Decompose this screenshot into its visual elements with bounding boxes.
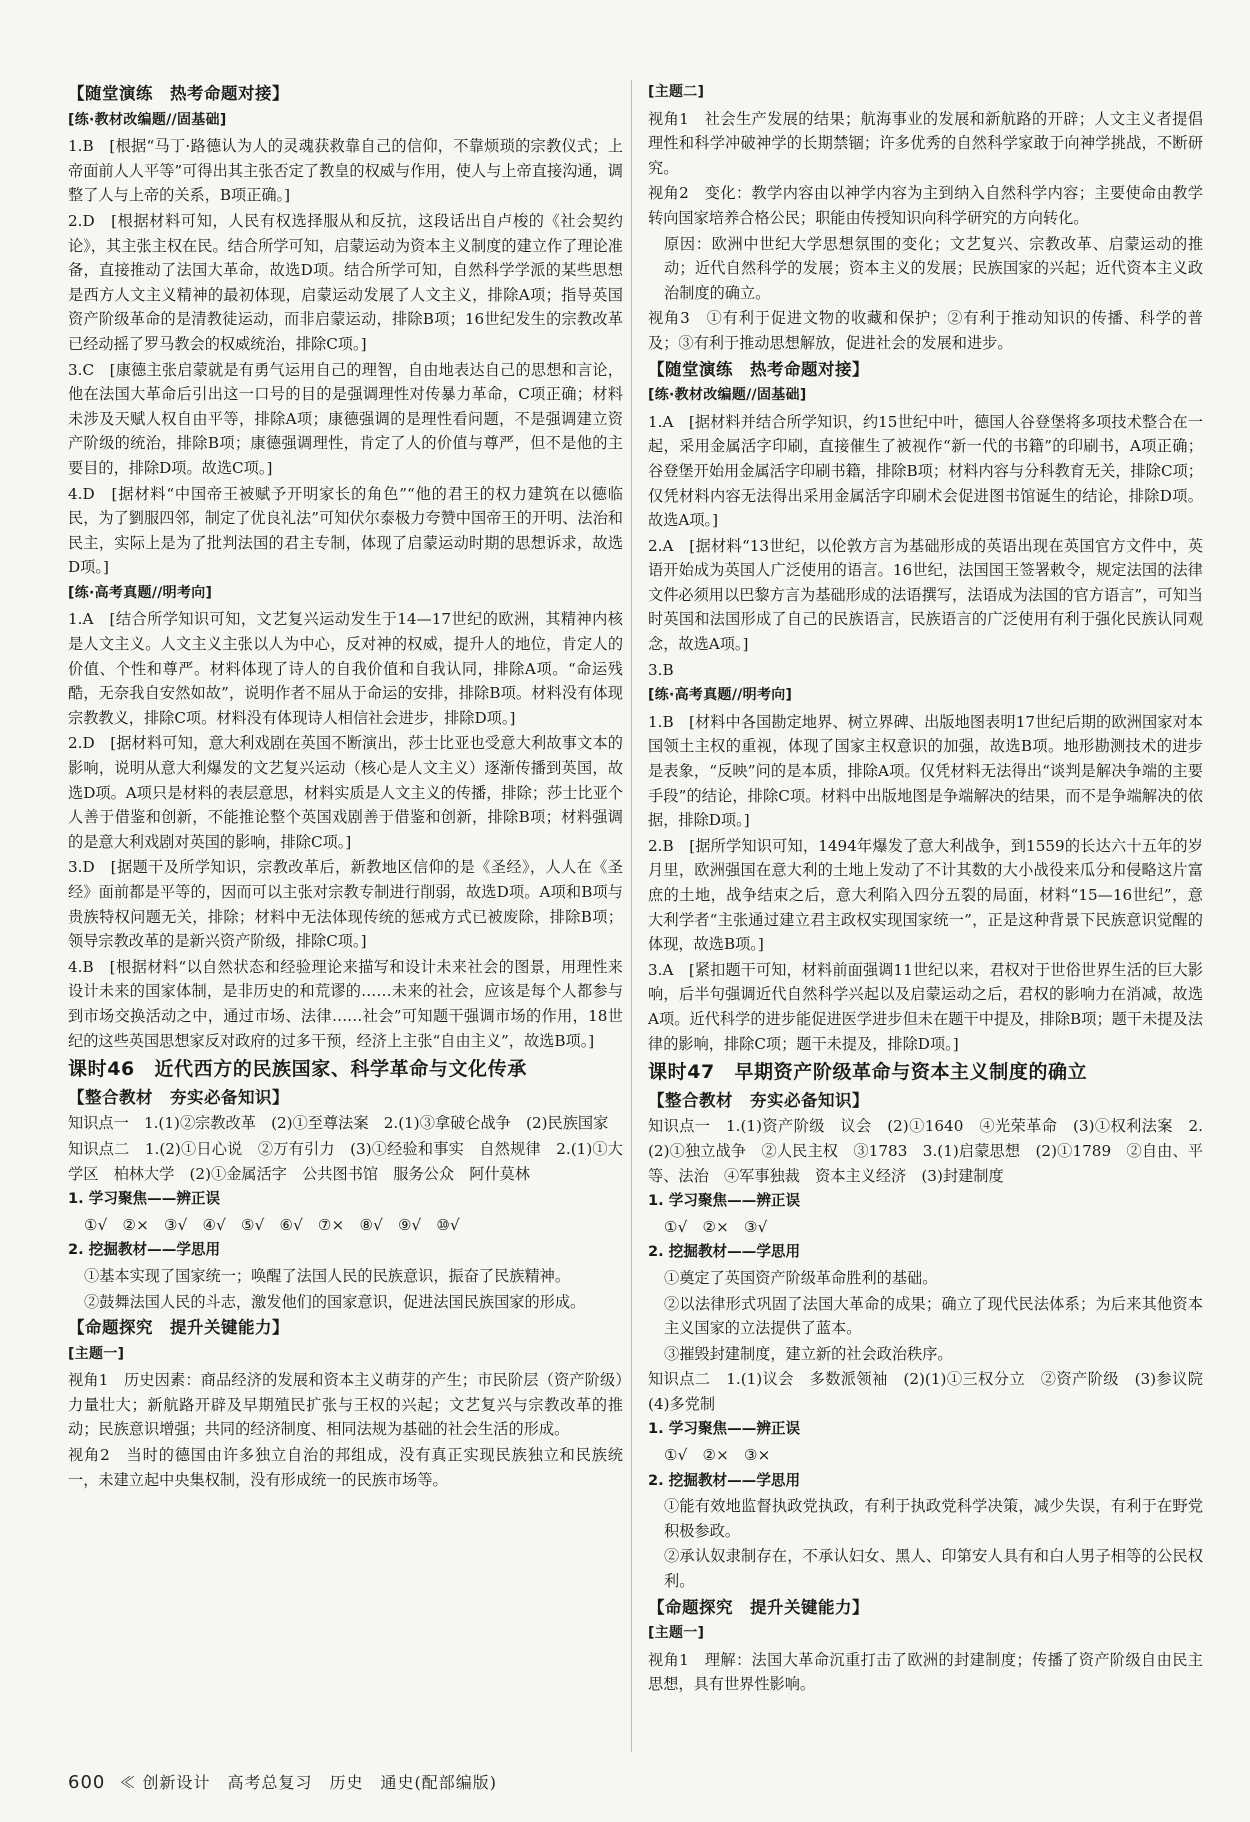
perspective-item: 视角1 理解：法国大革命沉重打击了欧洲的封建制度；传播了资产阶级自由民主思想，具有世界性影响。 xyxy=(648,1650,1203,1694)
answer-item: 1.B [材料中各国勘定地界、树立界碑、出版地图表明17世纪后期的欧洲国家对本国领土主权的重视，体现了国家主权意识的加强，故选B项。地形勘测技术的进步是表象，“反映”问的是本质，排除A项。仅凭材料无法得出“谈判是解决争端的主要手段”的结论，排除C项。材料中出版地图是争端解决的结果，而不是争端解决的依据，排除D项。] xyxy=(648,712,1203,830)
mining-heading: 2. 挖掘教材——学思用 xyxy=(648,1471,801,1489)
section-heading: 【整合教材 夯实必备知识】 xyxy=(68,1087,289,1107)
answer-item: 2.D [据材料可知，意大利戏剧在英国不断演出，莎士比亚也受意大利故事文本的影响，说明从意大利爆发的文艺复兴运动（核心是人文主义）逐渐传播到英国，故选D项。A项只是材料的表层意思，材料实质是人文主义的传播，排除；莎士比亚个人善于借鉴和创新，不能推论整个英国戏剧善于借鉴和创新，排除B项；材料强调的是意大利戏剧对英国的影响，排除C项。] xyxy=(68,734,623,851)
perspective-item: 视角3 ①有利于促进文物的收藏和保护；②有利于推动知识的传播、科学的普及；③有利于推动思想解放，促进社会的发展和进步。 xyxy=(648,309,1203,352)
page-number: 600 xyxy=(68,1772,106,1793)
mining-answer: ①能有效地监督执政党执政，有利于执政党科学决策，减少失误，有利于在野党积极参政。 xyxy=(664,1497,1203,1540)
mining-answer: ②承认奴隶制存在，不承认妇女、黑人、印第安人具有和白人男子相等的公民权利。 xyxy=(664,1547,1203,1591)
answer-item: 2.D [根据材料可知，人民有权选择服从和反抗，这段话出自卢梭的《社会契约论》，其主张主权在民。结合所学可知，启蒙运动为资本主义制度的建立作了理论准备，直接推动了法国大革命，故选D项。结合所学可知，自然科学学派的某些思想是西方人文主义精神的最初体现，启蒙运动发展了人文主义，排除A项；指导英国资产阶级革命的是清教徒运动，而非启蒙运动，排除B项；16世纪发生的宗教改革已经动摇了罗马教会的权威统治，排除C项。] xyxy=(68,211,623,353)
perspective-item: 视角1 社会生产发展的结果；航海事业的发展和新航路的开辟；人文主义者提倡理性和科学冲破神学的长期禁锢；许多优秀的自然科学家敢于向神学挑战，不断研究。 xyxy=(648,109,1203,177)
theme-heading: [主题一] xyxy=(68,1345,125,1362)
learning-heading: 1. 学习聚焦——辨正误 xyxy=(648,1192,801,1210)
knowledge-point: 知识点二 1.(2)①日心说 ②万有引力 (3)①经验和事实 自然规律 2.(1)①大学区 柏林大学 (2)①金属活字 公共图书馆 服务公众 阿什莫林 xyxy=(68,1139,623,1183)
section-heading: 【随堂演练 热考命题对接】 xyxy=(648,359,869,379)
left-column xyxy=(68,80,623,1493)
answer-item: 3.C [康德主张启蒙就是有勇气运用自己的理智，自由地表达自己的思想和言论，他在法国大革命后引出这一口号的目的是强调理性对传暴力革命，C项正确；材料未涉及天赋人权自由平等，排除A项；康德强调的是理性看问题，不是强调建立资产阶级的统治，排除B项；康德强调理性，肯定了人的价值与尊严，但不是他的主要目的，排除D项。故选C项。] xyxy=(68,360,623,477)
knowledge-point: 知识点一 1.(1)资产阶级 议会 (2)①1640 ④光荣革命 (3)①权利法案 2.(2)①独立战争 ②人民主权 ③1783 3.(1)启蒙思想 (2)①1789 ②自由、平等、法治 ④军事独裁 资本主义经济 (3)封建制度 xyxy=(648,1117,1203,1185)
section-heading: 【随堂演练 热考命题对接】 xyxy=(68,84,289,103)
answer-item: 4.B [根据材料“以自然状态和经验理论来描写和设计未来社会的图景，用理性来设计未来的国家体制，是非历史的和荒谬的……未来的社会，应该是每个人都参与到市场交换活动之中，通过市场、法律……社会”可知题干强调市场的作用，18世纪的这些英国思想家反对政府的过多干预，经济上主张“自由主义”，故选B项。] xyxy=(68,957,623,1050)
mining-heading: 2. 挖掘教材——学思用 xyxy=(68,1241,221,1259)
answer-item: 4.D [据材料“中国帝王被赋予开明家长的角色”“他的君王的权力建筑在以德临民，为了劉服四邻，制定了优良礼法”可知伏尔泰极力夸赞中国帝王的开明、法治和民主，实际上是为了批判法国的君主专制，体现了启蒙运动时期的思想诉求，故选D项。] xyxy=(68,484,623,577)
section-heading: 【整合教材 夯实必备知识】 xyxy=(648,1090,869,1110)
theme-heading: [主题二] xyxy=(648,84,705,100)
learning-heading: 1. 学习聚焦——辨正误 xyxy=(68,1190,221,1208)
perspective-reason: 原因：欧洲中世纪大学思想氛围的变化；文艺复兴、宗教改革、启蒙运动的推动；近代自然科学的发展；资本主义的发展；民族国家的兴起；近代资本主义政治制度的确立。 xyxy=(664,234,1203,302)
section-heading: 【命题探究 提升关键能力】 xyxy=(68,1318,289,1338)
knowledge-point: 知识点二 1.(1)议会 多数派领袖 (2)(1)①三权分立 ②资产阶级 (3)参议院 (4)多党制 xyxy=(648,1370,1219,1413)
sub-heading: [练·教材改编题//固基础] xyxy=(648,387,807,404)
learning-heading: 1. 学习聚焦——辨正误 xyxy=(648,1420,801,1438)
perspective-item: 视角2 变化：教学内容由以神学内容为主到纳入自然科学内容；主要使命由教学转向国家培养合格公民；职能由传授知识向科学研究的方向转化。 xyxy=(648,184,1203,227)
knowledge-point: 知识点一 1.(1)②宗教改革 (2)①至尊法案 2.(1)③拿破仑战争 (2)民族国家 xyxy=(68,1114,609,1133)
answer-item: 3.A [紧扣题干可知，材料前面强调11世纪以来，君权对于世俗世界生活的巨大影响，后半句强调近代自然科学兴起以及启蒙运动之后，君权的影响力在消减，故选A项。近代科学的进步能促进医学进步但未在题干中提及，排除B项；题干未提及法律的影响，排除C项；题干未提及，排除D项。] xyxy=(648,960,1203,1053)
answer-item: 2.B [据所学知识可知，1494年爆发了意大利战争，到1559的长达六十五年的岁月里，欧洲强国在意大利的土地上发动了不计其数的大小战役来瓜分和侵略这片富庶的土地，战争结束之后，意大利陷入四分五裂的局面，材料“15—16世纪”，意大利学者“主张通过建立君主政权实现国家统一”，正是这种背景下民族意识觉醒的体现，故选B项。] xyxy=(648,836,1203,954)
mining-answer: ③摧毁封建制度，建立新的社会政治秩序。 xyxy=(664,1344,953,1363)
perspective-item: 视角1 历史因素：商品经济的发展和资本主义萌芽的产生；市民阶层（资产阶级）力量壮大；新航路开辟及早期殖民扩张与王权的兴起；文艺复兴与宗教改革的推动；民族意识增强；共同的经济制度、相同法规为基础的社会生活的形成。 xyxy=(68,1371,623,1439)
answer-item: 1.A [据材料并结合所学知识，约15世纪中叶，德国人谷登堡将多项技术整合在一起，采用金属活字印刷，直接催生了被视作“新一代的书籍”的印刷书，A项正确；谷登堡开始用金属活字印刷书籍，排除B项；材料内容与分科教育无关，排除C项；仅凭材料内容无法得出采用金属活字印刷术会促进图书馆诞生的结论，排除D项。故选A项。] xyxy=(648,412,1203,530)
theme-heading: [主题一] xyxy=(648,1625,705,1642)
mining-answer: ②鼓舞法国人民的斗志，激发他们的国家意识，促进法国民族国家的形成。 xyxy=(84,1292,586,1311)
lesson-title: 课时46 近代西方的民族国家、科学革命与文化传承 xyxy=(68,1058,527,1081)
answer-item: 1.B [根据“马丁·路德认为人的灵魂获救靠自己的信仰，不靠烦琐的宗教仪式；上帝面前人人平等”可得出其主张否定了教皇的权威与作用，使人与上帝直接沟通，调整了人与上帝的关系，B项正确。] xyxy=(68,137,623,205)
mining-answer: ①奠定了英国资产阶级革命胜利的基础。 xyxy=(664,1268,938,1287)
answer-item: 1.A [结合所学知识可知，文艺复兴运动发生于14—17世纪的欧洲，其精神内核是人文主义。人文主义主张以人为中心，反对神的权威，提升人的地位，肯定人的价值、个性和尊严。材料体现了诗人的自我价值和自我认同，排除A项。“命运残酷，无奈我自安然如故”，说明作者不屈从于命运的安排，排除B项。材料没有体现宗教教义，排除C项。材料没有体现诗人相信社会进步，排除D项。] xyxy=(68,610,623,727)
learning-answers: ①√ ②× ③× xyxy=(664,1446,771,1465)
lesson-title: 课时47 早期资产阶级革命与资本主义制度的确立 xyxy=(648,1061,1088,1084)
sub-heading: [练·高考真题//明考向] xyxy=(648,687,793,704)
perspective-item: 视角2 当时的德国由许多独立自治的邦组成，没有真正实现民族独立和民族统一，未建立起中央集权制，没有形成统一的民族市场等。 xyxy=(68,1446,623,1489)
footer-text: ≪ 创新设计 高考总复习 历史 通史(配部编版) xyxy=(119,1773,498,1792)
answer-item: 2.A [据材料“13世纪，以伦敦方言为基础形成的英语出现在英国官方文件中，英语开始成为英国人广泛使用的语言。16世纪，法国国王签署敕令，规定法国的法律文件必须用以巴黎方言为基础形成的法语撰写，法语成为法国的官方语言”，可知当时英国和法国形成了自己的民族语言，民族语言的广泛使用有利于强化民族认同观念，故选A项。] xyxy=(648,536,1203,654)
mining-answer: ②以法律形式巩固了法国大革命的成果；确立了现代民法体系；为后来其他资本主义国家的立法提供了蓝本。 xyxy=(664,1294,1203,1338)
mining-answer: ①基本实现了国家统一；唤醒了法国人民的民族意识，振奋了民族精神。 xyxy=(84,1266,570,1285)
page-footer xyxy=(68,1770,497,1793)
sub-heading: [练·教材改编题//固基础] xyxy=(68,111,227,128)
learning-answers: ①√ ②× ③√ xyxy=(664,1217,768,1236)
sub-heading: [练·高考真题//明考向] xyxy=(68,584,213,601)
right-column xyxy=(648,80,1219,1698)
mining-heading: 2. 挖掘教材——学思用 xyxy=(648,1243,801,1261)
learning-answers: ①√ ②× ③√ ④√ ⑤√ ⑥√ ⑦× ⑧√ ⑨√ ⑩√ xyxy=(84,1215,460,1234)
answer-item: 3.B xyxy=(648,660,674,679)
answer-item: 3.D [据题干及所学知识，宗教改革后，新教地区信仰的是《圣经》，人人在《圣经》面前都是平等的，因而可以主张对宗教专制进行削弱，故选D项。A项和B项与贵族特权问题无关，排除；材料中无法体现传统的惩戒方式已被废除，排除B项；领导宗教改革的是新兴资产阶级，排除C项。] xyxy=(68,858,623,951)
section-heading: 【命题探究 提升关键能力】 xyxy=(648,1597,869,1617)
column-divider xyxy=(631,80,632,1752)
